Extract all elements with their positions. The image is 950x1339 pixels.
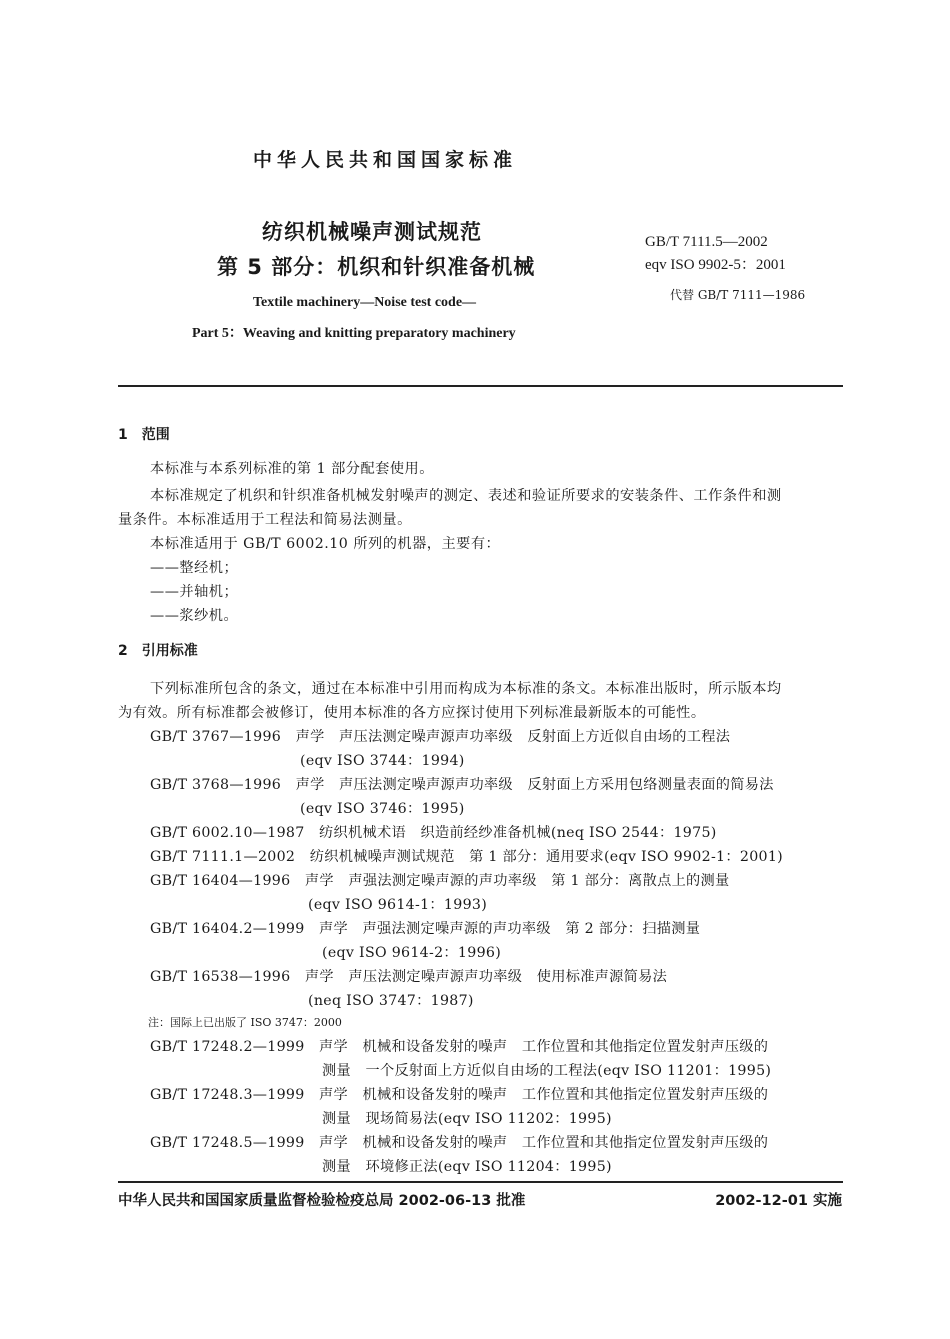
national-standard-title: 中华人民共和国国家标准 [252, 149, 517, 171]
section2-intro-line1: 下列标准所包含的条文，通过在本标准中引用而构成为本标准的条文。本标准出版时，所示版本均 [150, 681, 782, 697]
list-item: ——整经机； [150, 560, 239, 576]
section2-heading: 2 引用标准 [118, 643, 198, 659]
reference-equivalent: (eqv ISO 3746：1995) [300, 801, 465, 817]
english-title-line2: Part 5：Weaving and knitting preparatory machinery [192, 326, 516, 341]
reference-entry: GB/T 6002.10—1987 纺织机械术语 织造前经纱准备机械(neq ISO 2544：1975) [150, 825, 717, 841]
reference-entry: GB/T 17248.3—1999 声学 机械和设备发射的噪声 工作位置和其他指定位置发射声压级的 [150, 1087, 769, 1103]
reference-continuation: 测量 现场简易法(eqv ISO 11202：1995) [322, 1111, 612, 1127]
standard-equivalent: eqv ISO 9902-5：2001 [645, 257, 786, 273]
list-item: ——并轴机； [150, 584, 239, 600]
standard-title-line2: 第 5 部分：机织和针织准备机械 [217, 255, 536, 279]
section1-para1: 本标准与本系列标准的第 1 部分配套使用。 [150, 461, 434, 477]
issuer-approval: 中华人民共和国国家质量监督检验检疫总局 2002-06-13 批准 [118, 1193, 526, 1209]
section2-intro-line2: 为有效。所有标准都会被修订，使用本标准的各方应探讨使用下列标准最新版本的可能性。 [118, 705, 706, 721]
reference-entry: GB/T 16538—1996 声学 声压法测定噪声源声功率级 使用标准声源简易法 [150, 969, 668, 985]
implementation-date: 2002-12-01 实施 [715, 1193, 842, 1209]
reference-entry: GB/T 17248.2—1999 声学 机械和设备发射的噪声 工作位置和其他指定位置发射声压级的 [150, 1039, 769, 1055]
section1-para2-line2: 量条件。本标准适用于工程法和简易法测量。 [118, 512, 412, 528]
reference-equivalent: (eqv ISO 9614-1：1993) [308, 897, 488, 913]
standard-number: GB/T 7111.5—2002 [645, 234, 768, 250]
standard-replaces: 代替 GB/T 7111—1986 [670, 288, 806, 302]
reference-entry: GB/T 3767—1996 声学 声压法测定噪声源声功率级 反射面上方近似自由场的工程法 [150, 729, 731, 745]
reference-equivalent: (eqv ISO 9614-2：1996) [322, 945, 502, 961]
reference-entry: GB/T 3768—1996 声学 声压法测定噪声源声功率级 反射面上方采用包络测量表面的简易法 [150, 777, 774, 793]
reference-continuation: 测量 环境修正法(eqv ISO 11204：1995) [322, 1159, 612, 1175]
section1-para3: 本标准适用于 GB/T 6002.10 所列的机器，主要有： [150, 536, 501, 552]
section1-para2-line1: 本标准规定了机织和针织准备机械发射噪声的测定、表述和验证所要求的安装条件、工作条件和测 [150, 488, 782, 504]
reference-equivalent: (neq ISO 3747：1987) [308, 993, 474, 1009]
reference-entry: GB/T 16404—1996 声学 声强法测定噪声源的声功率级 第 1 部分：离散点上的测量 [150, 873, 730, 889]
english-title-line1: Textile machinery—Noise test code— [253, 295, 477, 310]
reference-entry: GB/T 17248.5—1999 声学 机械和设备发射的噪声 工作位置和其他指定位置发射声压级的 [150, 1135, 769, 1151]
reference-entry: GB/T 16404.2—1999 声学 声强法测定噪声源的声功率级 第 2 部分：扫描测量 [150, 921, 701, 937]
reference-continuation: 测量 一个反射面上方近似自由场的工程法(eqv ISO 11201：1995) [322, 1063, 772, 1079]
section1-heading: 1 范围 [118, 427, 170, 443]
reference-entry: GB/T 7111.1—2002 纺织机械噪声测试规范 第 1 部分：通用要求(eqv ISO 9902-1：2001) [150, 849, 784, 865]
standard-title-line1: 纺织机械噪声测试规范 [262, 220, 482, 244]
reference-note: 注：国际上已出版了 ISO 3747：2000 [148, 1016, 342, 1029]
footer-divider [118, 1181, 843, 1183]
reference-equivalent: (eqv ISO 3744：1994) [300, 753, 465, 769]
list-item: ——浆纱机。 [150, 608, 239, 624]
header-divider [118, 385, 843, 387]
